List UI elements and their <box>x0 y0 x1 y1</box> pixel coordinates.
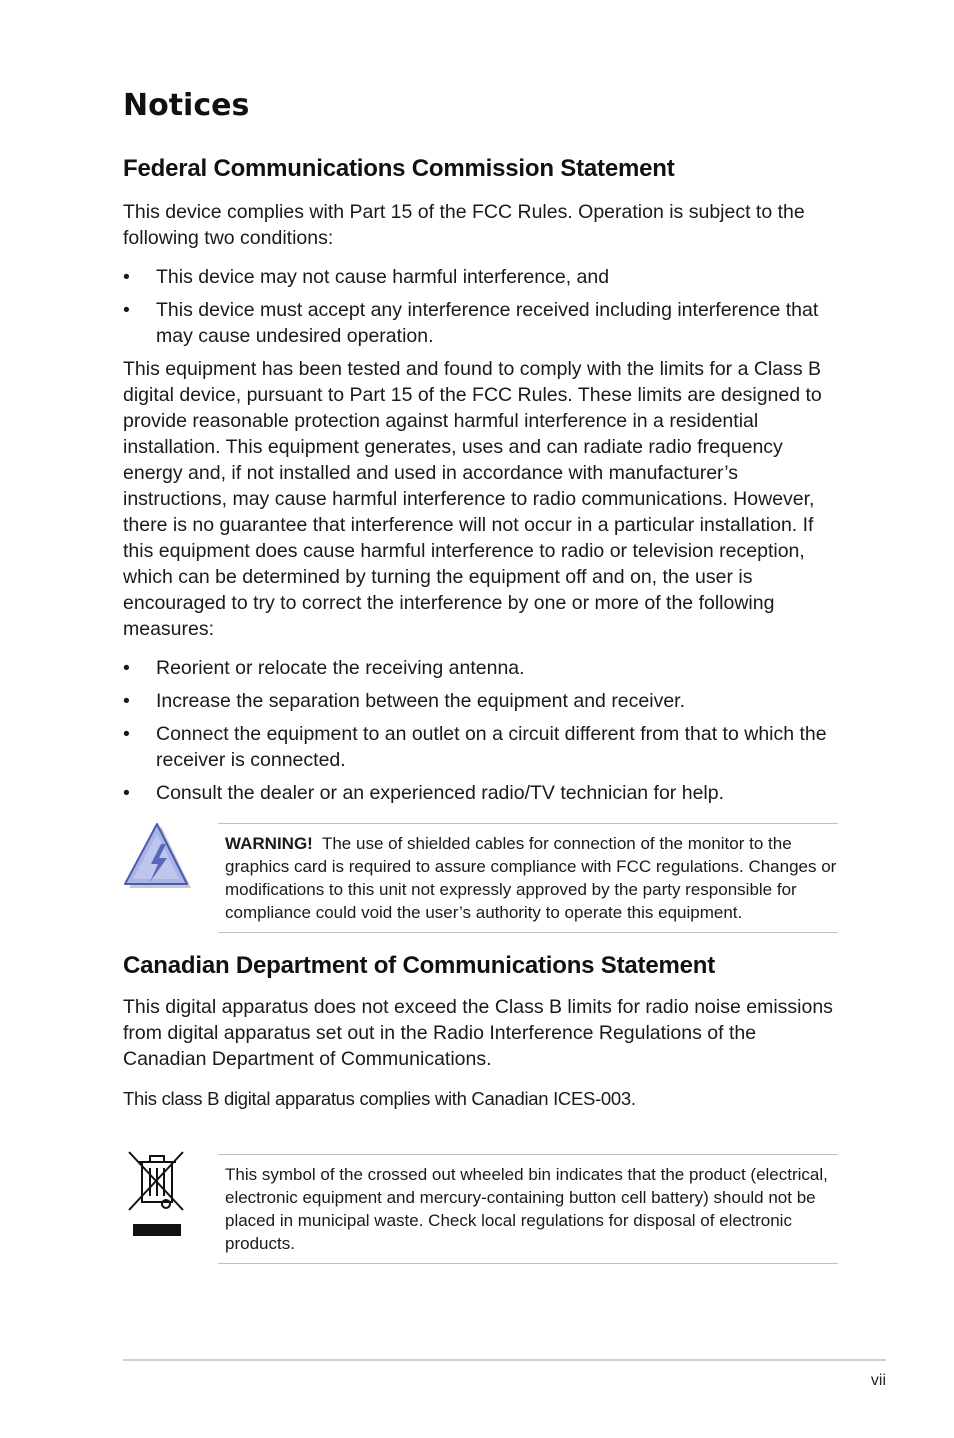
list-item <box>123 721 843 773</box>
footer-rule <box>123 1359 886 1361</box>
list-item <box>123 655 843 681</box>
bullet-dot: • <box>123 782 130 804</box>
canada-body: This digital apparatus does not exceed the Class B limits for radio noise emissions from digital apparatus set out in the Radio Interference Regulations of the Canadian Department of Communications. <box>123 996 833 1070</box>
warning-body: The use of shielded cables for connection of the monitor to the graphics card is required to assure compliance with FCC regulations. Changes or modifications to this unit not expressly approved by the party responsible for compliance could void the user’s authority to operate this equipment. <box>225 834 837 922</box>
condition-text: This device must accept any interference received including interference that may cause undesired operation. <box>156 299 819 347</box>
condition-text: This device may not cause harmful interference, and <box>156 266 610 288</box>
measure-text: Connect the equipment to an outlet on a circuit different from that to which the receiver is connected. <box>156 723 827 771</box>
bullet-dot: • <box>123 723 130 745</box>
warning-bottom-rule <box>218 932 838 933</box>
warning-text <box>225 832 840 924</box>
fcc-intro: This device complies with Part 15 of the FCC Rules. Operation is subject to the following two conditions: <box>123 201 805 249</box>
measure-text: Consult the dealer or an experienced radio/TV technician for help. <box>156 782 725 804</box>
lightning-warning-icon <box>121 822 193 890</box>
weee-top-rule <box>218 1154 838 1155</box>
warning-top-rule <box>218 823 838 824</box>
measure-text: Increase the separation between the equipment and receiver. <box>156 690 686 712</box>
page-number: vii <box>870 1372 886 1389</box>
list-item <box>123 264 843 290</box>
fcc-heading: Federal Communications Commission Statement <box>123 155 675 182</box>
bullet-dot: • <box>123 266 130 288</box>
fcc-body: This equipment has been tested and found to comply with the limits for a Class B digital device, pursuant to Part 15 of the FCC Rules. These limits are designed to provide reasonable protection against harmful interference in a residential installation. This equipment generates, uses and can radiate radio frequency energy and, if not installed and used in accordance with manufacturer’s instructions, may cause harmful interference to radio communications. However, there is no guarantee that interference will not occur in a particular installation. If this equipment does cause harmful interference to radio or television reception, which can be determined by turning the equipment off and on, the user is encouraged to try to correct the interference by one or more of the following measures: <box>123 358 822 640</box>
canada-heading: Canadian Department of Communications Statement <box>123 952 716 979</box>
warning-label: WARNING! <box>225 834 313 853</box>
bullet-dot: • <box>123 299 130 321</box>
list-item <box>123 780 843 806</box>
page-title: Notices <box>123 88 250 123</box>
ices-statement: This class B digital apparatus complies with Canadian ICES-003. <box>123 1088 636 1109</box>
list-item <box>123 297 843 349</box>
bullet-dot: • <box>123 657 130 679</box>
weee-text: This symbol of the crossed out wheeled bin indicates that the product (electrical, electronic equipment and mercury-containing button cell battery) should not be placed in municipal waste. Check local regulations for disposal of electronic products. <box>225 1165 828 1253</box>
bullet-dot: • <box>123 690 130 712</box>
weee-bottom-rule <box>218 1263 838 1264</box>
crossed-bin-icon <box>126 1148 188 1240</box>
measure-text: Reorient or relocate the receiving antenna. <box>156 657 525 679</box>
list-item <box>123 688 843 714</box>
